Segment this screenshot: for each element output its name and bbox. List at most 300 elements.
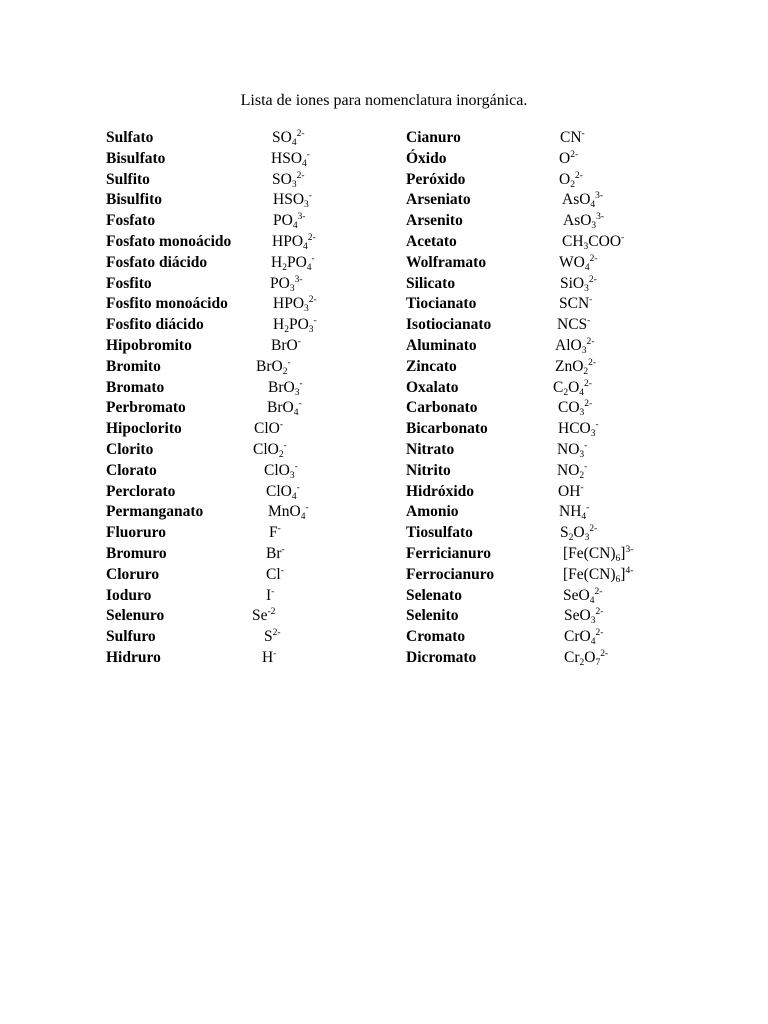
formula-text: SeO xyxy=(563,586,590,604)
ion-name: Cromato xyxy=(406,628,466,646)
formula-text: O xyxy=(568,378,580,396)
formula-text: AsO xyxy=(563,212,592,230)
ion-name: Zincato xyxy=(406,357,457,375)
ion-name: Selenuro xyxy=(106,607,165,625)
ion-name: Ferrocianuro xyxy=(406,565,495,583)
ion-row xyxy=(406,523,706,544)
ion-formula xyxy=(266,586,274,607)
formula-subscript: 4 xyxy=(306,262,312,273)
ion-name: Nitrito xyxy=(406,461,451,479)
formula-text: S xyxy=(560,524,569,542)
formula-subscript: 2 xyxy=(282,262,287,273)
ion-formula xyxy=(564,606,603,627)
ion-formula xyxy=(252,606,275,627)
ion-row xyxy=(406,274,706,295)
ion-row xyxy=(106,565,406,586)
ion-name: Fosfito xyxy=(106,274,152,292)
ion-row xyxy=(106,502,406,523)
formula-text: PO xyxy=(270,274,290,292)
ion-row xyxy=(106,149,406,170)
formula-subscript: 2 xyxy=(278,449,284,460)
formula-text: CrO xyxy=(564,628,591,646)
ion-name: Silicato xyxy=(406,274,456,292)
formula-charge: - xyxy=(280,565,284,576)
ion-name: Óxido xyxy=(406,149,447,167)
ion-name: Aluminato xyxy=(406,336,477,354)
ion-name: Bromato xyxy=(106,378,165,396)
ion-formula xyxy=(254,419,283,440)
ion-name: Perclorato xyxy=(106,482,176,500)
formula-subscript: 3 xyxy=(294,387,300,398)
ion-formula xyxy=(560,274,597,295)
ion-row xyxy=(106,627,406,648)
formula-charge: - xyxy=(589,295,593,306)
ion-row xyxy=(106,170,406,191)
ion-formula xyxy=(273,190,312,211)
ion-row xyxy=(406,502,706,523)
ion-formula xyxy=(557,461,587,482)
ion-name: Peróxido xyxy=(406,170,466,188)
formula-text: BrO xyxy=(271,336,298,354)
ion-formula xyxy=(273,315,317,336)
formula-text: PO xyxy=(286,253,307,271)
ion-row xyxy=(106,253,406,274)
formula-text: HPO xyxy=(273,295,305,313)
ion-formula xyxy=(562,190,603,211)
formula-subscript: 4 xyxy=(302,158,307,169)
formula-charge: - xyxy=(277,524,281,535)
ion-formula xyxy=(256,357,291,378)
ion-row xyxy=(106,232,406,253)
ion-name: Nitrato xyxy=(406,440,455,458)
formula-charge: - xyxy=(297,336,301,347)
ion-formula xyxy=(272,128,305,149)
formula-charge: 2- xyxy=(588,274,597,285)
formula-subscript: 2 xyxy=(570,179,575,190)
ion-row xyxy=(406,294,706,315)
formula-charge: 2- xyxy=(586,336,595,347)
formula-charge: - xyxy=(584,440,588,451)
ion-row xyxy=(106,544,406,565)
formula-text: O xyxy=(584,648,596,666)
ion-name: Hidróxido xyxy=(406,482,475,500)
ion-formula xyxy=(564,648,608,669)
formula-charge: - xyxy=(311,253,315,264)
ion-name: Bromuro xyxy=(106,544,167,562)
ion-name: Selenato xyxy=(406,586,462,604)
formula-text: Cl xyxy=(266,565,281,583)
formula-charge: 2- xyxy=(307,232,316,243)
ion-name: Selenito xyxy=(406,607,459,625)
formula-text: CN xyxy=(560,129,582,146)
formula-charge: 2- xyxy=(588,357,597,368)
ion-formula xyxy=(553,378,592,399)
formula-text: PO xyxy=(288,316,309,334)
ion-name: Ioduro xyxy=(106,586,152,604)
formula-subscript: 2 xyxy=(579,470,585,481)
formula-text: C xyxy=(553,378,564,396)
ion-formula xyxy=(266,565,284,586)
ion-formula xyxy=(273,211,306,232)
ion-formula xyxy=(564,627,603,648)
ion-formula xyxy=(562,232,624,253)
ion-row xyxy=(406,336,706,357)
ion-formula xyxy=(272,170,305,191)
formula-text: PO xyxy=(273,212,293,230)
formula-charge: - xyxy=(298,399,302,410)
ion-row xyxy=(106,648,406,669)
formula-charge: 3- xyxy=(596,212,605,223)
formula-text: NCS xyxy=(557,316,588,334)
ion-row xyxy=(106,378,406,399)
formula-subscript: 2 xyxy=(284,325,289,336)
ion-row xyxy=(106,482,406,503)
ion-formula xyxy=(560,523,597,544)
ion-name: Hipoclorito xyxy=(106,420,182,438)
formula-text: O xyxy=(559,149,571,167)
formula-text: MnO xyxy=(268,503,301,521)
formula-charge: 2- xyxy=(594,586,603,597)
formula-text: ClO xyxy=(264,461,290,479)
ion-row xyxy=(406,440,706,461)
ion-formula xyxy=(555,336,594,357)
ion-row xyxy=(106,398,406,419)
formula-charge: - xyxy=(305,503,309,514)
ion-name: Tiosulfato xyxy=(406,524,473,542)
ion-row xyxy=(106,211,406,232)
ion-name: Fosfato diácido xyxy=(106,253,208,271)
ion-row xyxy=(406,232,706,253)
formula-charge: - xyxy=(580,482,584,493)
formula-charge: 2- xyxy=(272,628,281,639)
formula-text: O xyxy=(573,524,585,542)
formula-text: AsO xyxy=(562,191,591,209)
formula-text: BrO xyxy=(256,357,283,375)
formula-charge: 2- xyxy=(296,129,305,139)
ion-name: Clorato xyxy=(106,461,157,479)
ion-row xyxy=(106,440,406,461)
formula-charge: -2 xyxy=(267,607,276,618)
formula-charge: - xyxy=(296,482,300,493)
ion-name: Sulfuro xyxy=(106,628,156,646)
formula-subscript: 2 xyxy=(579,657,585,668)
ion-name: Fosfato monoácido xyxy=(106,232,232,250)
ion-formula xyxy=(557,440,587,461)
formula-charge: - xyxy=(308,191,312,202)
ion-name: Arsenito xyxy=(406,212,463,230)
formula-text: ClO xyxy=(253,440,279,458)
ion-name: Sulfito xyxy=(106,170,150,188)
formula-text: ] xyxy=(620,544,626,562)
ion-name: Clorito xyxy=(106,440,154,458)
ion-name: Tiocianato xyxy=(406,295,477,313)
formula-subscript: 4 xyxy=(579,387,585,398)
formula-text: CH xyxy=(562,232,584,250)
formula-charge: 3- xyxy=(294,274,303,285)
formula-subscript: 6 xyxy=(615,553,621,564)
formula-text: Se xyxy=(252,607,268,625)
formula-charge: - xyxy=(586,503,590,514)
formula-subscript: 4 xyxy=(303,241,308,252)
formula-text: [Fe(CN) xyxy=(563,565,616,583)
formula-charge: 2- xyxy=(584,399,593,410)
formula-text: SiO xyxy=(560,274,585,292)
ion-name: Bromito xyxy=(106,357,161,375)
formula-subscript: 4 xyxy=(291,138,297,148)
ion-row xyxy=(406,253,706,274)
formula-text: H xyxy=(262,648,274,666)
ion-name: Permanganato xyxy=(106,503,204,521)
formula-charge: 2- xyxy=(584,378,592,389)
ion-row xyxy=(406,627,706,648)
formula-text: NO xyxy=(557,440,580,458)
formula-charge: - xyxy=(581,129,585,139)
ion-row xyxy=(106,419,406,440)
formula-charge: 2- xyxy=(296,170,305,181)
formula-subscript: 4 xyxy=(581,512,587,523)
formula-charge: - xyxy=(273,648,277,659)
formula-charge: - xyxy=(595,420,599,431)
formula-subscript: 4 xyxy=(300,512,306,523)
formula-subscript: 4 xyxy=(589,595,595,606)
ion-formula xyxy=(558,482,584,503)
right-ion-column xyxy=(406,128,706,669)
formula-charge: - xyxy=(271,586,275,597)
formula-text: OH xyxy=(558,482,581,500)
ion-name: Wolframato xyxy=(406,253,487,271)
page-title: Lista de iones para nomenclatura inorgánica. xyxy=(240,92,528,109)
ion-name: Arseniato xyxy=(406,191,471,209)
formula-charge: - xyxy=(587,316,591,327)
ion-formula xyxy=(559,170,583,191)
ion-formula xyxy=(558,398,592,419)
formula-text: [Fe(CN) xyxy=(563,544,616,562)
ion-formula xyxy=(558,419,599,440)
ion-formula xyxy=(266,544,285,565)
ion-row xyxy=(106,606,406,627)
formula-subscript: 3 xyxy=(308,325,314,336)
formula-subscript: 4 xyxy=(590,200,596,211)
formula-charge: - xyxy=(299,378,303,389)
formula-subscript: 2 xyxy=(568,533,574,544)
formula-subscript: 2 xyxy=(563,387,569,398)
formula-text: I xyxy=(266,586,272,604)
ion-row xyxy=(106,461,406,482)
ion-row xyxy=(406,544,706,565)
ion-row xyxy=(406,357,706,378)
formula-text: ClO xyxy=(266,482,292,500)
formula-charge: 2- xyxy=(600,648,609,659)
ion-formula xyxy=(264,627,281,648)
formula-subscript: 3 xyxy=(304,200,309,211)
ion-formula xyxy=(270,274,303,295)
ion-formula xyxy=(262,648,276,669)
formula-text: S xyxy=(264,628,273,646)
formula-text: SO xyxy=(272,129,292,146)
ion-row xyxy=(406,315,706,336)
ion-name: Isotiocianato xyxy=(406,316,492,334)
formula-charge: - xyxy=(621,232,625,243)
ion-row xyxy=(406,211,706,232)
ion-formula xyxy=(559,253,598,274)
ion-row xyxy=(406,648,706,669)
formula-text: SCN xyxy=(559,295,590,313)
ion-name: Sulfato xyxy=(106,129,154,146)
formula-subscript: 3 xyxy=(579,449,585,460)
formula-charge: 2- xyxy=(308,295,317,306)
formula-text: Br xyxy=(266,544,282,562)
formula-subscript: 6 xyxy=(615,574,621,585)
ion-formula xyxy=(563,544,633,565)
ion-formula xyxy=(271,253,315,274)
ion-name: Fosfato xyxy=(106,212,156,230)
formula-subscript: 4 xyxy=(293,408,299,419)
formula-charge: - xyxy=(281,544,285,555)
formula-subscript: 3 xyxy=(289,283,295,294)
ion-formula xyxy=(272,232,316,253)
ion-formula xyxy=(253,440,287,461)
ion-row xyxy=(106,315,406,336)
ion-formula xyxy=(557,315,590,336)
ion-row xyxy=(106,336,406,357)
formula-charge: - xyxy=(279,420,284,431)
ion-formula xyxy=(264,461,298,482)
formula-subscript: 3 xyxy=(590,429,596,440)
formula-text: NO xyxy=(557,461,580,479)
ion-formula xyxy=(563,211,604,232)
formula-subscript: 3 xyxy=(291,179,297,190)
ion-row xyxy=(106,294,406,315)
formula-text: F xyxy=(269,524,278,542)
formula-charge: 2- xyxy=(595,628,604,639)
ion-row xyxy=(106,357,406,378)
formula-subscript: 3 xyxy=(591,221,597,232)
formula-charge: 3- xyxy=(297,212,306,223)
left-ion-column xyxy=(106,128,406,669)
formula-charge: 2- xyxy=(595,607,604,618)
formula-charge: 2- xyxy=(589,524,598,535)
ion-row xyxy=(406,565,706,586)
ion-row xyxy=(406,149,706,170)
ion-name: Fosfito monoácido xyxy=(106,295,228,313)
formula-text: AlO xyxy=(555,336,582,354)
ion-row xyxy=(406,170,706,191)
ion-row xyxy=(406,398,706,419)
ion-row xyxy=(406,606,706,627)
formula-charge: 2- xyxy=(589,253,598,264)
formula-charge: 3- xyxy=(595,191,604,202)
formula-charge: - xyxy=(313,316,317,327)
ion-row xyxy=(106,128,406,149)
ion-row xyxy=(106,523,406,544)
ion-name: Bicarbonato xyxy=(406,420,488,438)
formula-text: H xyxy=(271,253,283,271)
formula-subscript: 3 xyxy=(584,283,589,294)
ion-name: Hidruro xyxy=(106,648,161,666)
ion-row xyxy=(406,378,706,399)
formula-subscript: 3 xyxy=(289,470,295,481)
ion-row xyxy=(406,586,706,607)
ion-formula xyxy=(559,294,592,315)
formula-charge: 2- xyxy=(570,149,579,160)
ion-row xyxy=(406,482,706,503)
formula-text: NH xyxy=(559,503,582,521)
ion-row xyxy=(106,190,406,211)
ion-name: Cianuro xyxy=(406,129,461,146)
ion-name: Fluoruro xyxy=(106,524,166,542)
formula-text: HSO xyxy=(273,191,305,209)
formula-charge: 4- xyxy=(625,565,634,576)
ion-name: Oxalato xyxy=(406,378,459,396)
formula-charge: - xyxy=(283,440,287,451)
ion-formula xyxy=(555,357,596,378)
formula-text: ClO xyxy=(254,420,280,438)
formula-text: O xyxy=(559,170,571,188)
formula-charge: - xyxy=(584,461,588,472)
ion-formula xyxy=(559,502,589,523)
ion-name: Amonio xyxy=(406,503,459,521)
formula-subscript: 4 xyxy=(584,262,590,273)
ion-name: Bisulfato xyxy=(106,149,166,167)
ion-formula xyxy=(563,586,602,607)
formula-charge: 2- xyxy=(574,170,583,181)
ion-formula xyxy=(563,565,633,586)
ion-name: Acetato xyxy=(406,232,457,250)
formula-charge: - xyxy=(287,357,291,368)
ion-name: Dicromato xyxy=(406,648,477,666)
formula-subscript: 3 xyxy=(590,616,596,627)
formula-charge: 3- xyxy=(625,544,634,555)
formula-subscript: 7 xyxy=(595,657,601,668)
ion-formula xyxy=(269,523,281,544)
formula-subscript: 2 xyxy=(583,366,589,377)
ion-formula xyxy=(559,149,578,170)
ion-name: Hipobromito xyxy=(106,336,192,354)
formula-text: BrO xyxy=(268,378,295,396)
formula-text: CO xyxy=(558,399,580,417)
formula-text: HSO xyxy=(271,149,303,167)
ion-row xyxy=(406,419,706,440)
ion-formula xyxy=(271,336,301,357)
ion-name: Perbromato xyxy=(106,399,186,417)
formula-text: HPO xyxy=(272,232,304,250)
ion-name: Bisulfito xyxy=(106,191,162,209)
ion-name: Cloruro xyxy=(106,565,160,583)
formula-subscript: 3 xyxy=(584,533,590,544)
formula-text: HCO xyxy=(558,420,591,438)
formula-text: Cr xyxy=(564,648,580,666)
formula-subscript: 4 xyxy=(292,221,298,232)
ion-formula xyxy=(266,482,300,503)
formula-subscript: 4 xyxy=(590,637,596,648)
ion-row xyxy=(406,128,706,149)
formula-text: ] xyxy=(620,565,626,583)
formula-subscript: 3 xyxy=(581,345,587,356)
formula-text: ZnO xyxy=(555,357,584,375)
formula-text: SeO xyxy=(564,607,591,625)
formula-subscript: 4 xyxy=(291,491,297,502)
formula-subscript: 3 xyxy=(304,304,309,315)
ion-formula xyxy=(268,502,309,523)
ion-row xyxy=(406,461,706,482)
ion-formula xyxy=(271,149,310,170)
formula-charge: - xyxy=(306,149,310,160)
formula-subscript: 3 xyxy=(579,408,585,419)
ion-name: Fosfito diácido xyxy=(106,316,204,334)
formula-subscript: 3 xyxy=(583,241,589,252)
formula-text: BrO xyxy=(267,399,294,417)
ion-formula xyxy=(268,378,303,399)
